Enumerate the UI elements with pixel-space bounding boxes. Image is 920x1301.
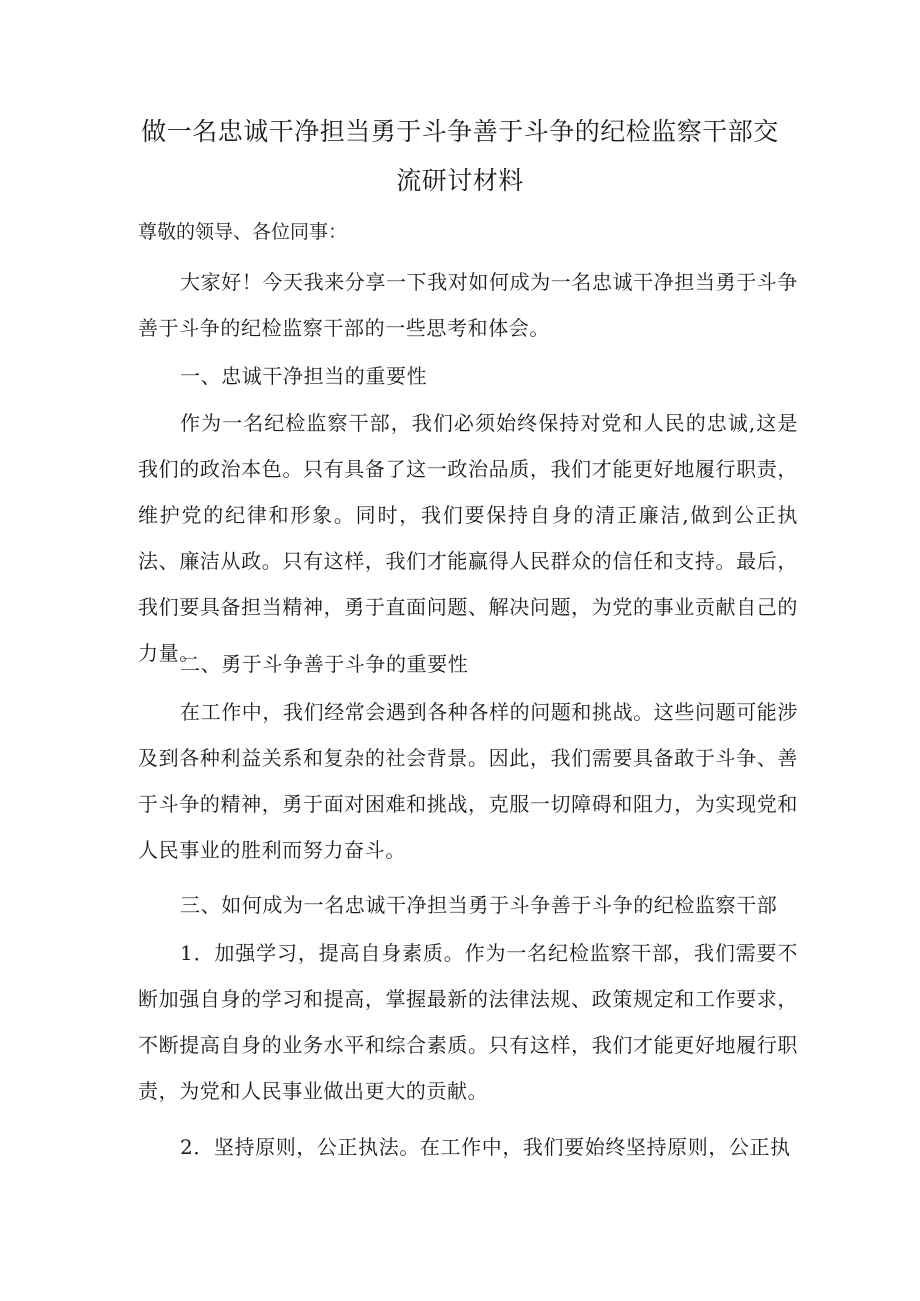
paragraph-point-2: 2．坚持原则，公正执法。在工作中，我们要始终坚持原则，公正执 [180, 1135, 791, 1159]
section-heading-1: 一、忠诚干净担当的重要性 [180, 364, 428, 388]
document-title-line-2: 流研讨材料 [396, 166, 524, 195]
section-heading-2: 二、勇于斗争善于斗争的重要性 [180, 652, 469, 676]
document-title-line-1: 做一名忠诚干净担当勇于斗争善于斗争的纪检监察干部交 [141, 117, 779, 146]
paragraph-intro: 大家好！今天我来分享一下我对如何成为一名忠诚干净担当勇于斗争善于斗争的纪检监察干部的一些思考和体会。 [138, 270, 798, 340]
paragraph-point-1: 1．加强学习，提高自身素质。作为一名纪检监察干部，我们需要不断加强自身的学习和提高，掌握最新的法律法规、政策规定和工作要求，不断提高自身的业务水平和综合素质。只有这样，我们才能更好地履行职责，为党和人民事业做出更大的贡献。 [138, 941, 798, 1103]
greeting: 尊敬的领导、各位同事： [138, 221, 348, 243]
section-heading-3: 三、如何成为一名忠诚干净担当勇于斗争善于斗争的纪检监察干部 [180, 893, 778, 917]
paragraph-section-2: 在工作中，我们经常会遇到各种各样的问题和挑战。这些问题可能涉及到各种利益关系和复杂的社会背景。因此，我们需要具备敢于斗争、善于斗争的精神，勇于面对困难和挑战，克服一切障碍和阻力，为实现党和人民事业的胜利而努力奋斗。 [138, 700, 798, 862]
paragraph-section-1: 作为一名纪检监察干部，我们必须始终保持对党和人民的忠诚,这是我们的政治本色。只有具备了这一政治品质，我们才能更好地履行职责，维护党的纪律和形象。同时，我们要保持自身的清正廉洁,做到公正执法、廉洁从政。只有这样，我们才能赢得人民群众的信任和支持。最后，我们要具备担当精神，勇于直面问题、解决问题，为党的事业贡献自己的力量。 [138, 411, 798, 665]
